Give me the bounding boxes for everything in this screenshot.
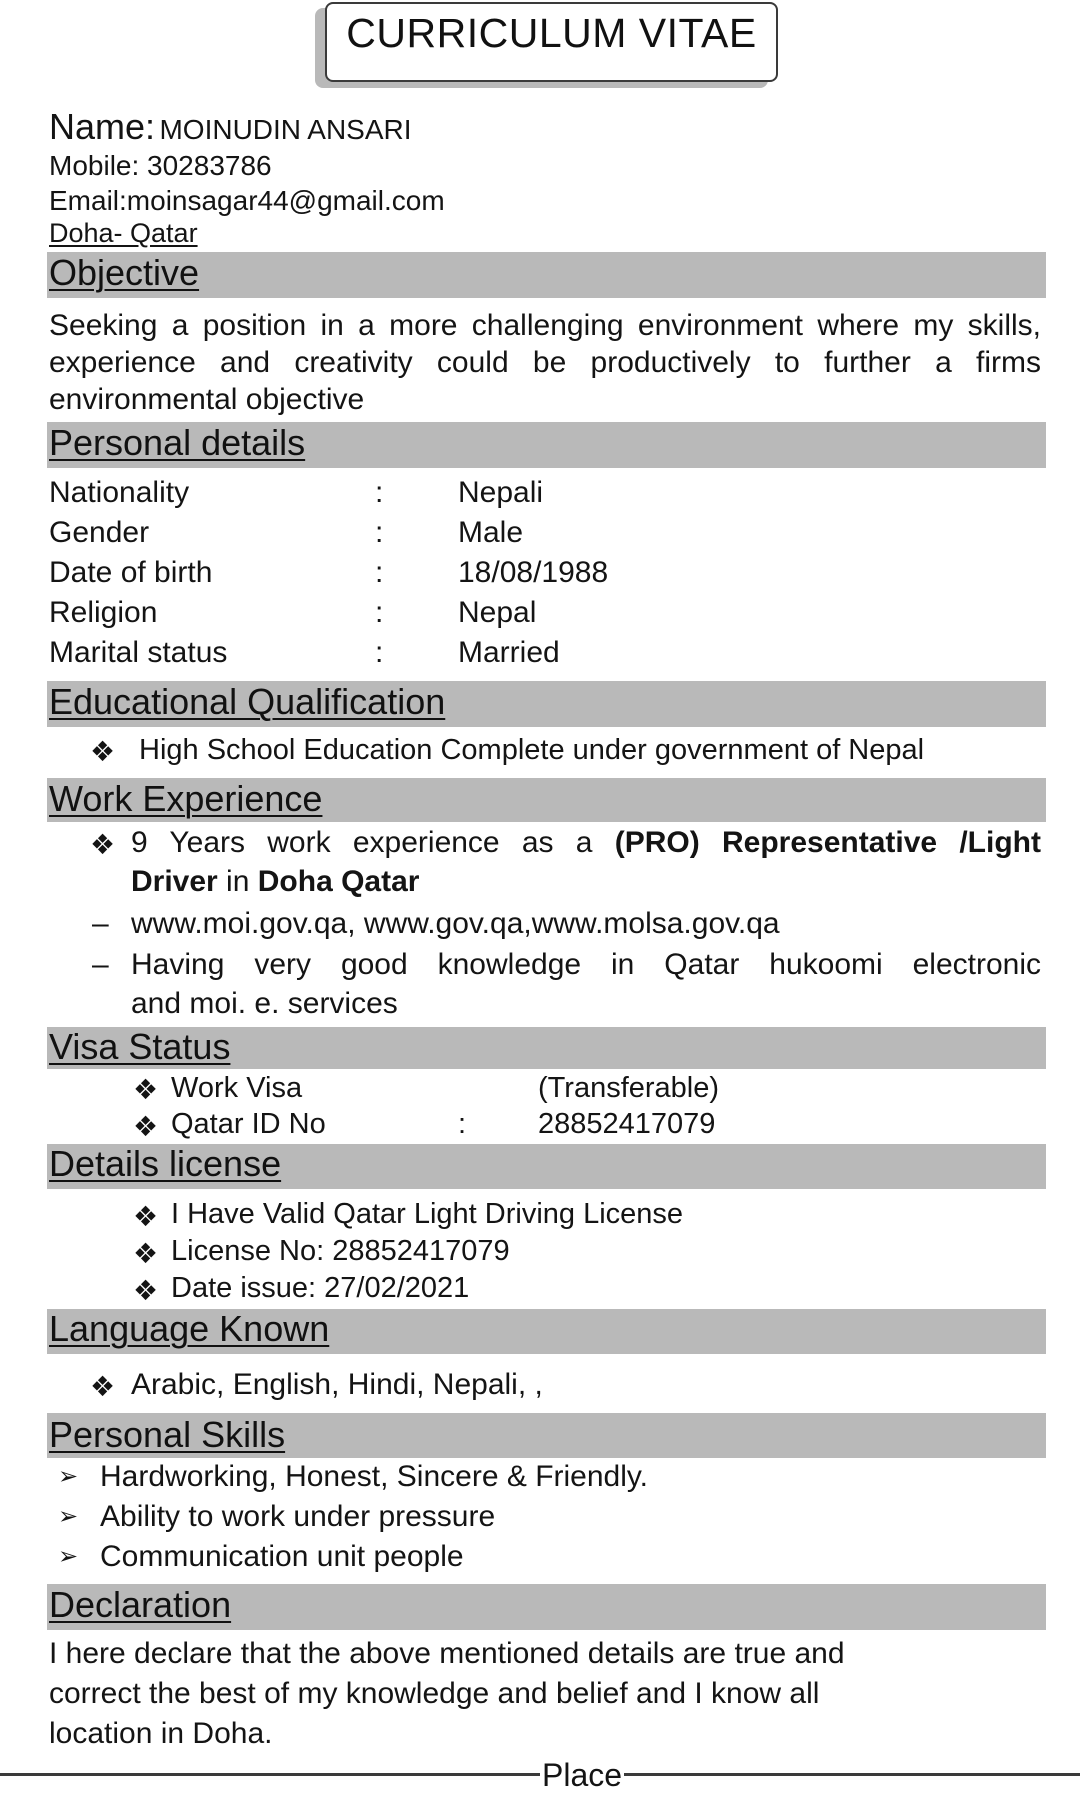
name-value: MOINUDIN ANSARI bbox=[159, 114, 412, 145]
detail-label-marital-status: Marital status bbox=[49, 636, 228, 669]
personal-skills-heading: Personal Skills bbox=[49, 1414, 286, 1455]
qatar-id-separator: : bbox=[458, 1108, 467, 1140]
license-issue-date: Date issue: 27/02/2021 bbox=[171, 1272, 470, 1304]
arrow-bullet-icon: ➢ bbox=[58, 1543, 79, 1570]
work-text-plain: 9 Years work experience as a bbox=[131, 826, 615, 859]
mobile-number: Mobile: 30283786 bbox=[49, 150, 272, 181]
diamond-bullet-icon: ❖ bbox=[133, 1074, 159, 1105]
work-item-1-line-2 bbox=[131, 865, 419, 899]
work-item-1-line-1 bbox=[131, 826, 1041, 860]
detail-label-nationality: Nationality bbox=[49, 476, 190, 509]
objective-heading: Objective bbox=[49, 252, 200, 293]
detail-value-nationality: Nepali bbox=[458, 476, 544, 509]
detail-value-marital-status: Married bbox=[458, 636, 560, 669]
license-heading: Details license bbox=[49, 1143, 282, 1184]
work-item-knowledge-line-1: Having very good knowledge in Qatar hukoomi electronic bbox=[131, 948, 1041, 981]
arrow-bullet-icon: ➢ bbox=[58, 1463, 79, 1490]
skill-item-1: Hardworking, Honest, Sincere & Friendly. bbox=[100, 1460, 648, 1493]
declaration-line-2: correct the best of my knowledge and belief and I know all bbox=[49, 1677, 820, 1710]
location: Doha- Qatar bbox=[49, 218, 198, 248]
name-line bbox=[49, 106, 412, 148]
education-heading: Educational Qualification bbox=[49, 681, 446, 722]
diamond-bullet-icon: ❖ bbox=[90, 829, 116, 860]
dash-bullet-icon: – bbox=[92, 907, 109, 940]
detail-label-gender: Gender bbox=[49, 516, 150, 549]
detail-value-dob: 18/08/1988 bbox=[458, 556, 609, 589]
detail-label-dob: Date of birth bbox=[49, 556, 213, 589]
detail-value-religion: Nepal bbox=[458, 596, 537, 629]
work-item-websites: www.moi.gov.qa, www.gov.qa,www.molsa.gov.qa bbox=[131, 907, 780, 940]
detail-separator: : bbox=[375, 596, 384, 629]
email-address: Email:moinsagar44@gmail.com bbox=[49, 185, 445, 216]
declaration-heading: Declaration bbox=[49, 1584, 232, 1625]
detail-value-gender: Male bbox=[458, 516, 524, 549]
document-title-box bbox=[325, 2, 778, 82]
declaration-line-3: location in Doha. bbox=[49, 1717, 273, 1750]
work-experience-heading: Work Experience bbox=[49, 778, 323, 819]
diamond-bullet-icon: ❖ bbox=[133, 1238, 159, 1269]
work-item-knowledge-line-2: and moi. e. services bbox=[131, 987, 398, 1020]
work-text-plain: in bbox=[217, 865, 258, 898]
detail-separator: : bbox=[375, 556, 384, 589]
place-label: Place bbox=[542, 1757, 623, 1793]
detail-label-religion: Religion bbox=[49, 596, 158, 629]
diamond-bullet-icon: ❖ bbox=[133, 1111, 159, 1142]
detail-separator: : bbox=[375, 636, 384, 669]
detail-separator: : bbox=[375, 516, 384, 549]
diamond-bullet-icon: ❖ bbox=[90, 1371, 116, 1402]
qatar-id-label: Qatar ID No bbox=[171, 1108, 326, 1140]
language-heading: Language Known bbox=[49, 1308, 330, 1349]
document-title: CURRICULUM VITAE bbox=[346, 10, 757, 56]
objective-line-2: experience and creativity could be productively to further a firms bbox=[49, 346, 1041, 379]
personal-details-heading: Personal details bbox=[49, 422, 306, 463]
visa-type-label: Work Visa bbox=[171, 1072, 303, 1104]
education-item: High School Education Complete under government of Nepal bbox=[139, 734, 925, 766]
work-role-continued: Driver bbox=[131, 865, 218, 898]
diamond-bullet-icon: ❖ bbox=[133, 1275, 159, 1306]
work-location: Doha Qatar bbox=[257, 865, 420, 898]
diamond-bullet-icon: ❖ bbox=[90, 736, 116, 767]
objective-line-1: Seeking a position in a more challenging environment where my skills, bbox=[49, 309, 1041, 342]
name-label: Name: bbox=[49, 106, 156, 147]
visa-type-value: (Transferable) bbox=[538, 1072, 720, 1104]
arrow-bullet-icon: ➢ bbox=[58, 1503, 79, 1530]
work-role: (PRO) Representative /Light bbox=[614, 826, 1041, 859]
qatar-id-value: 28852417079 bbox=[538, 1108, 716, 1140]
detail-separator: : bbox=[375, 476, 384, 509]
skill-item-2: Ability to work under pressure bbox=[100, 1500, 496, 1533]
license-item-1: I Have Valid Qatar Light Driving License bbox=[171, 1198, 684, 1230]
skill-item-3: Communication unit people bbox=[100, 1540, 464, 1573]
diamond-bullet-icon: ❖ bbox=[133, 1201, 159, 1232]
languages-list: Arabic, English, Hindi, Nepali, , bbox=[131, 1368, 543, 1401]
visa-status-heading: Visa Status bbox=[49, 1026, 231, 1067]
dash-bullet-icon: – bbox=[92, 948, 109, 981]
license-number: License No: 28852417079 bbox=[171, 1235, 510, 1267]
objective-line-3: environmental objective bbox=[49, 383, 365, 416]
declaration-line-1: I here declare that the above mentioned details are true and bbox=[49, 1637, 845, 1670]
